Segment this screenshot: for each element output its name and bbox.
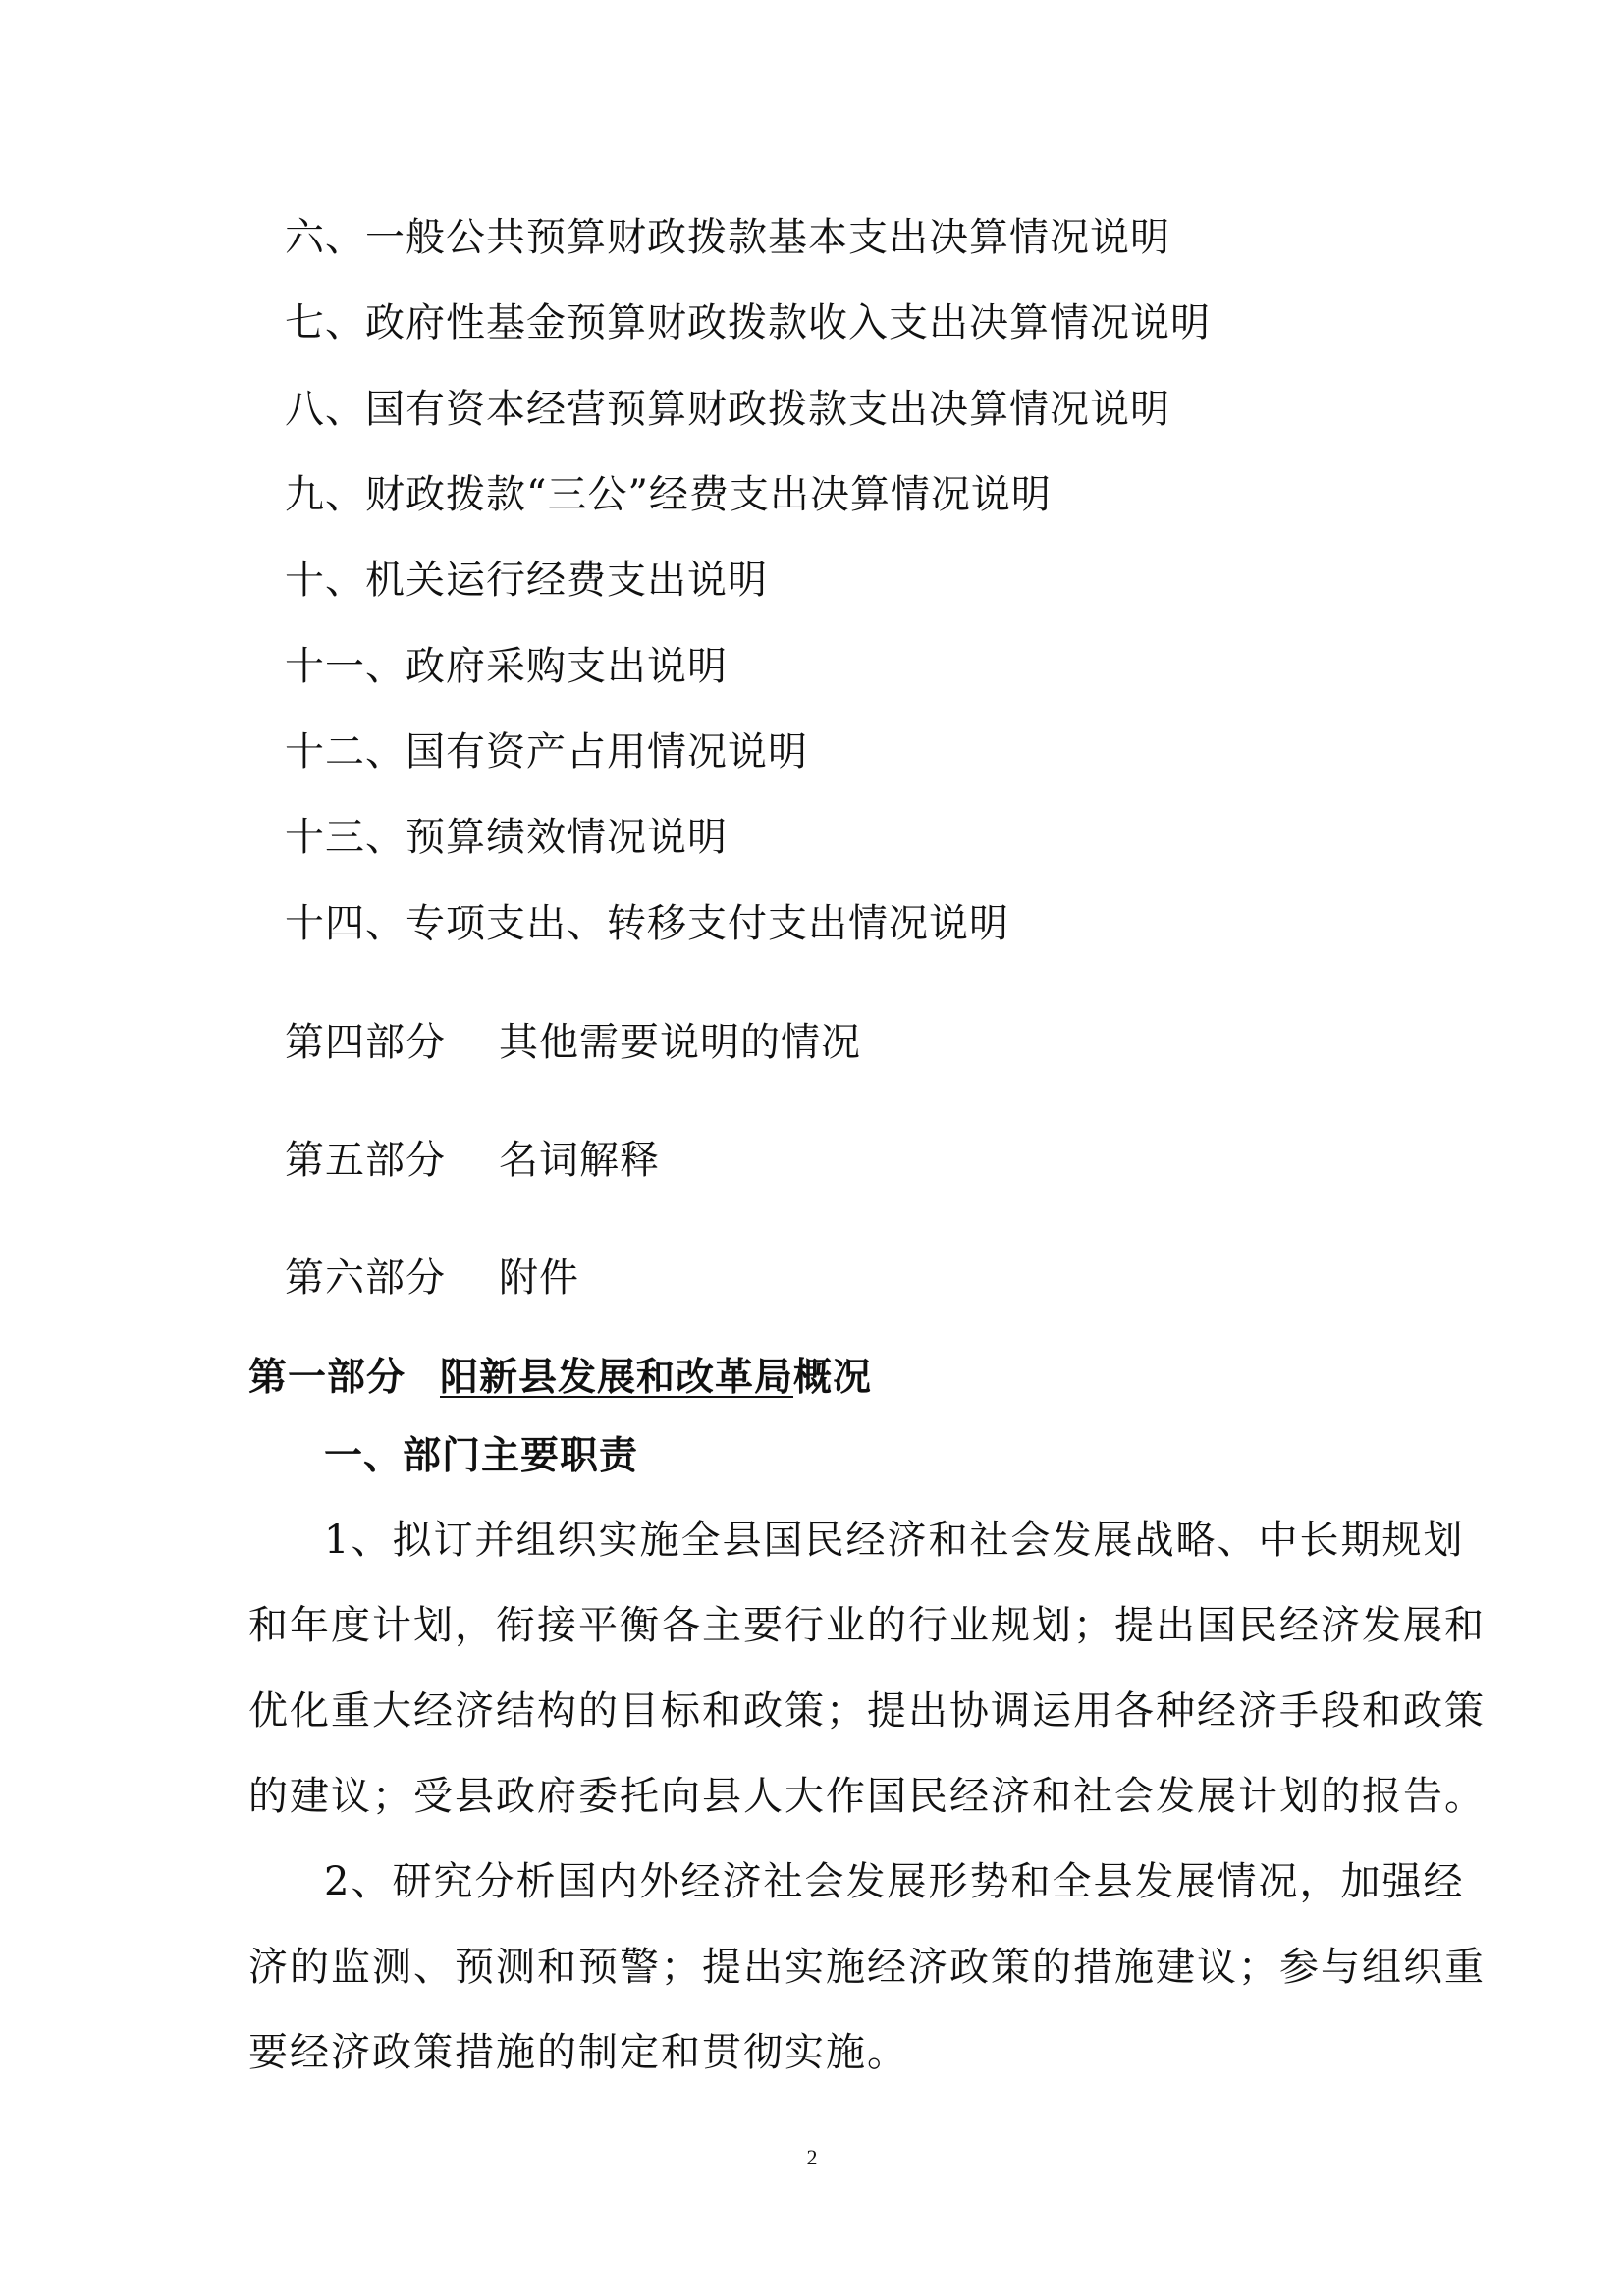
toc-item: 十三、预算绩效情况说明 xyxy=(285,815,728,860)
section-title: 阳新县发展和改革局 xyxy=(440,1356,794,1400)
section-label: 第一部分 xyxy=(248,1356,406,1400)
toc-item: 七、政府性基金预算财政拨款收入支出决算情况说明 xyxy=(285,300,1211,346)
toc-part xyxy=(285,1019,861,1066)
toc-item: 六、一般公共预算财政拨款基本支出决算情况说明 xyxy=(285,215,1170,260)
toc-part-label: 第四部分 xyxy=(285,1020,446,1065)
toc-part-title: 名词解释 xyxy=(499,1138,660,1183)
toc-part xyxy=(285,1137,660,1184)
toc-item: 十二、国有资产占用情况说明 xyxy=(285,729,808,774)
paragraph-line: 和年度计划，衔接平衡各主要行业的行业规划；提出国民经济发展和 xyxy=(248,1603,1486,1648)
toc-item: 十、机关运行经费支出说明 xyxy=(285,558,768,603)
subsection-heading: 一、部门主要职责 xyxy=(324,1434,639,1478)
paragraph-line: 优化重大经济结构的目标和政策；提出协调运用各种经济手段和政策 xyxy=(248,1688,1486,1734)
toc-part-label: 第五部分 xyxy=(285,1138,446,1183)
paragraph-line: 要经济政策措施的制定和贯彻实施。 xyxy=(248,2030,908,2075)
toc-item: 八、国有资本经营预算财政拨款支出决算情况说明 xyxy=(285,387,1170,432)
toc-part-title: 其他需要说明的情况 xyxy=(499,1020,861,1065)
toc-part-title: 附件 xyxy=(499,1255,579,1301)
page-number: 2 xyxy=(806,2145,818,2169)
toc-part-label: 第六部分 xyxy=(285,1255,446,1301)
section-heading xyxy=(248,1355,872,1402)
toc-item: 十四、专项支出、转移支付支出情况说明 xyxy=(285,901,1009,946)
paragraph-line: 济的监测、预测和预警；提出实施经济政策的措施建议；参与组织重 xyxy=(248,1945,1486,1990)
toc-item: 十一、政府采购支出说明 xyxy=(285,644,728,689)
paragraph-line: 1、拟订并组织实施全县国民经济和社会发展战略、中长期规划 xyxy=(324,1518,1465,1563)
section-title-suffix: 概况 xyxy=(793,1356,873,1400)
paragraph-line: 的建议；受县政府委托向县人大作国民经济和社会发展计划的报告。 xyxy=(248,1774,1486,1819)
toc-item: 九、财政拨款“三公”经费支出决算情况说明 xyxy=(285,472,1052,517)
paragraph-line: 2、研究分析国内外经济社会发展形势和全县发展情况，加强经 xyxy=(324,1859,1465,1904)
toc-part xyxy=(285,1255,579,1302)
